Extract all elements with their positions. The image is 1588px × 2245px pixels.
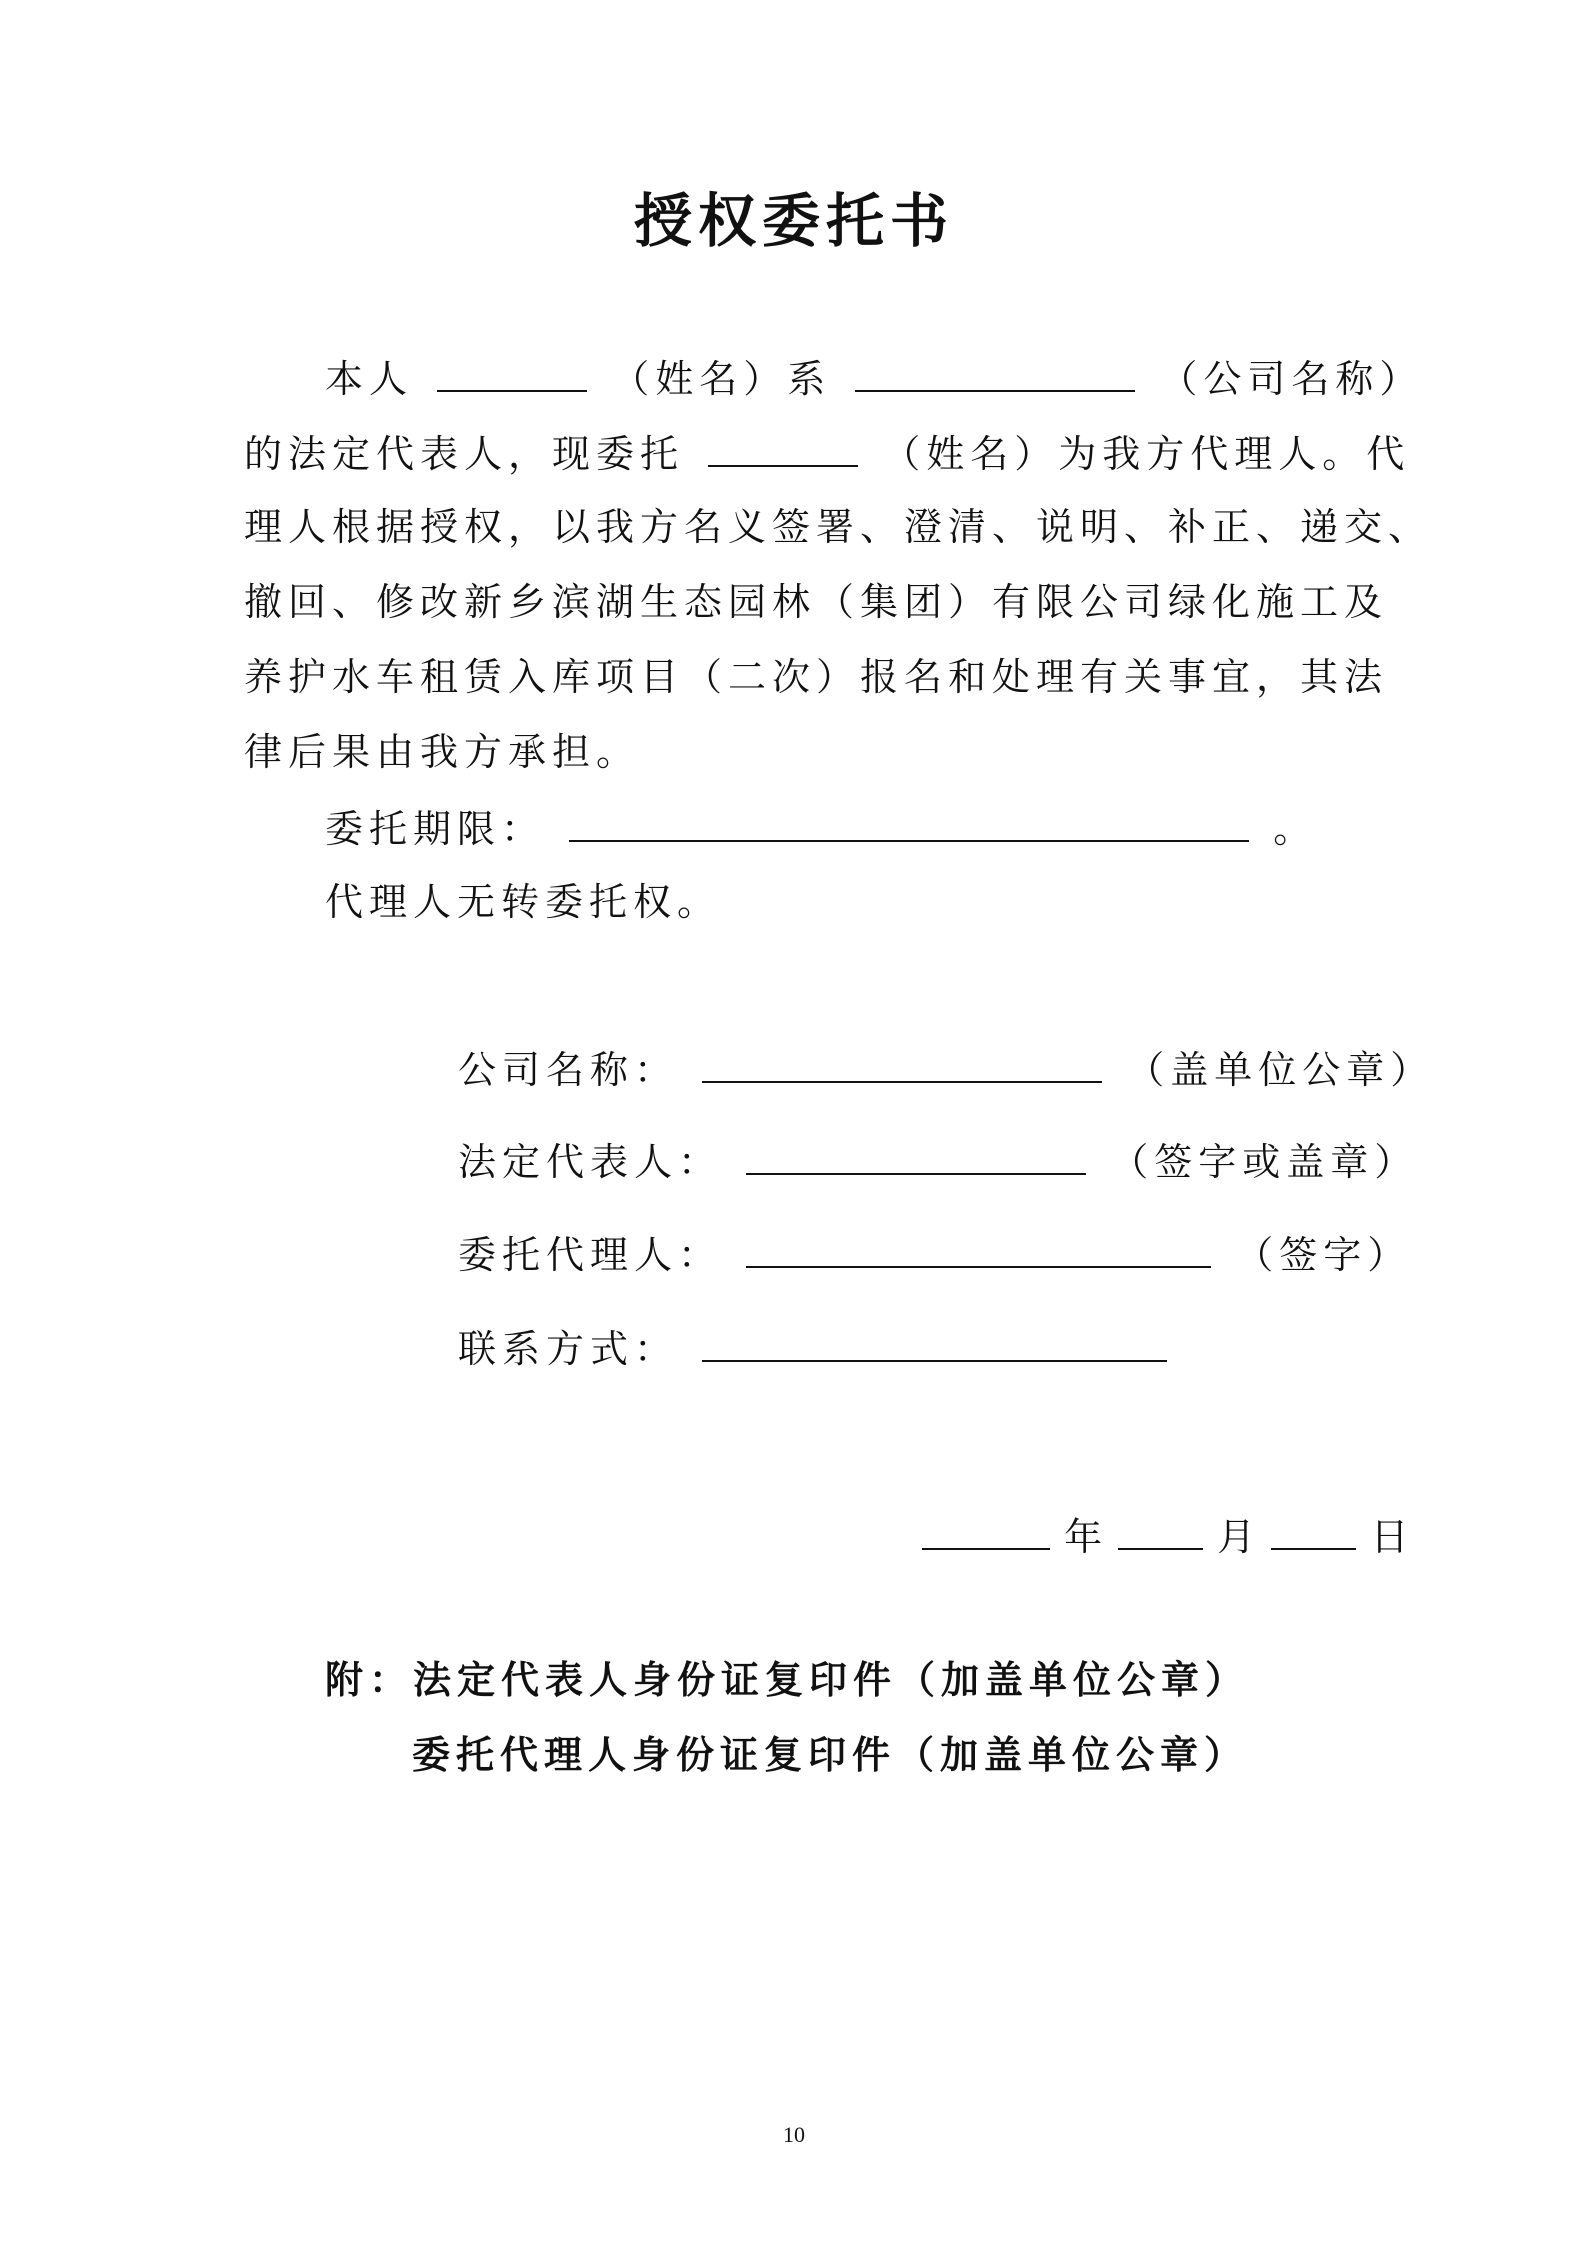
legal-rep-label: 法定代表人： xyxy=(458,1140,723,1184)
day-blank xyxy=(1271,1510,1356,1550)
paragraph-line-6: 律后果由我方承担。 xyxy=(244,730,641,774)
term-label: 委托期限： xyxy=(325,807,546,851)
page-title: 授权委托书 xyxy=(633,187,954,255)
text-segment: 本人 xyxy=(325,357,414,401)
legal-rep-note: （签字或盖章） xyxy=(1110,1140,1419,1184)
text-segment: （姓名）系 xyxy=(611,357,832,401)
year-blank xyxy=(922,1510,1050,1550)
company-note: （盖单位公章） xyxy=(1126,1048,1435,1092)
attachment-prefix: 附： xyxy=(325,1657,414,1702)
legal-rep-signature-line xyxy=(458,1135,1418,1187)
agent-label: 委托代理人： xyxy=(458,1233,723,1277)
text-segment: （姓名）为我方代理人。代 xyxy=(882,432,1411,476)
page-number: 10 xyxy=(783,2122,805,2147)
company-label: 公司名称： xyxy=(458,1048,679,1092)
contact-blank xyxy=(702,1322,1167,1362)
company-blank xyxy=(855,352,1135,392)
text-segment: 的法定代表人，现委托 xyxy=(244,432,685,476)
term-blank xyxy=(569,802,1249,842)
contact-line xyxy=(458,1322,1173,1374)
term-end: 。 xyxy=(1273,807,1318,851)
agent-name-blank xyxy=(708,427,858,467)
agent-sign-blank xyxy=(746,1228,1211,1268)
month-blank xyxy=(1118,1510,1203,1550)
text-segment: （公司名称） xyxy=(1159,357,1424,401)
paragraph-line-5: 养护水车租赁入库项目（二次）报名和处理有关事宜，其法 xyxy=(244,655,1389,699)
name-blank xyxy=(437,352,587,392)
agent-signature-line xyxy=(458,1228,1411,1280)
contact-label: 联系方式： xyxy=(458,1327,679,1371)
company-signature-line xyxy=(458,1043,1434,1095)
paragraph-line-1 xyxy=(325,352,1423,404)
legal-rep-blank xyxy=(746,1135,1086,1175)
company-sign-blank xyxy=(702,1043,1102,1083)
year-label: 年 xyxy=(1064,1515,1105,1559)
date-line xyxy=(922,1510,1411,1562)
attachment-line-2: 委托代理人身份证复印件（加盖单位公章） xyxy=(412,1732,1249,1777)
paragraph-line-3: 理人根据授权，以我方名义签署、澄清、说明、补正、递交、 xyxy=(244,505,1433,549)
day-label: 日 xyxy=(1370,1515,1411,1559)
agent-note: （签字） xyxy=(1235,1233,1412,1277)
month-label: 月 xyxy=(1217,1515,1258,1559)
attachment-item-1: 法定代表人身份证复印件（加盖单位公章） xyxy=(413,1657,1250,1702)
attachment-line-1 xyxy=(325,1655,1249,1705)
paragraph-line-4: 撤回、修改新乡滨湖生态园林（集团）有限公司绿化施工及 xyxy=(244,580,1389,624)
paragraph-line-2 xyxy=(244,427,1410,479)
term-line xyxy=(325,802,1317,854)
no-transfer-line: 代理人无转委托权。 xyxy=(325,880,722,924)
